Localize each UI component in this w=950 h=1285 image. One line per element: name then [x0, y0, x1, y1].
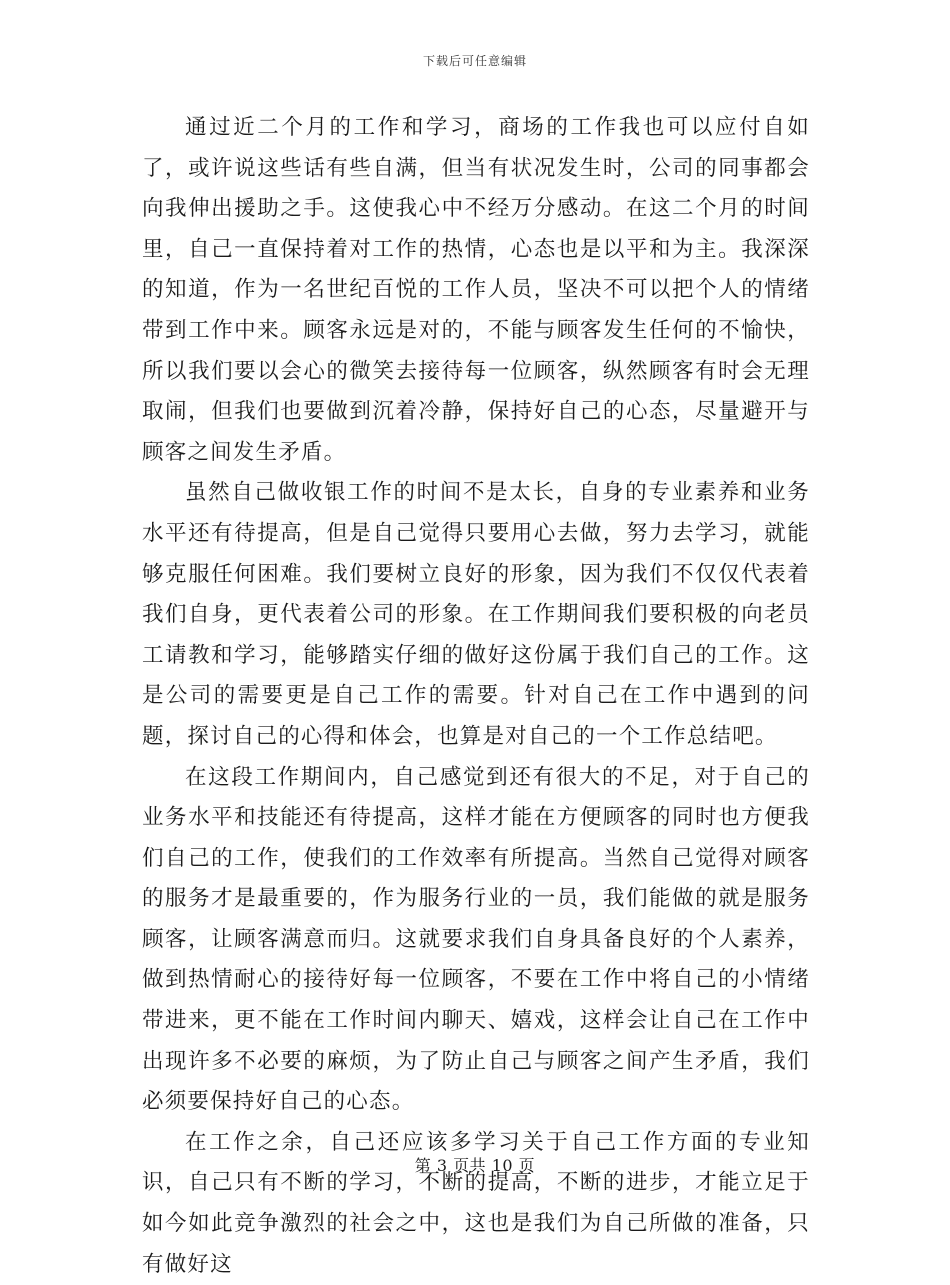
paragraph-3: 在这段工作期间内，自己感觉到还有很大的不足，对于自己的业务水平和技能还有待提高，这样才能在方便顾客的同时也方便我们自己的工作，使我们的工作效率有所提高。当然自己觉得对顾客的服务才是最重要的，作为服务行业的一员，我们能做的就是服务顾客，让顾客满意而归。这就要求我们自身具备良好的个人素养，做到热情耐心的接待好每一位顾客，不要在工作中将自己的小情绪带进来，更不能在工作时间内聊天、嬉戏，这样会让自己在工作中出现许多不必要的麻烦，为了防止自己与顾客之间产生矛盾，我们必须要保持好自己的心态。 — [142, 764, 810, 1115]
paragraph-1: 通过近二个月的工作和学习，商场的工作我也可以应付自如了，或许说这些话有些自满，但当有状况发生时，公司的同事都会向我伸出援助之手。这使我心中不经万分感动。在这二个月的时间里，自己一直保持着对工作的热情，心态也是以平和为主。我深深的知道，作为一名世纪百悦的工作人员，坚决不可以把个人的情绪带到工作中来。顾客永远是对的，不能与顾客发生任何的不愉快，所以我们要以会心的微笑去接待每一位顾客，纵然顾客有时会无理取闹，但我们也要做到沉着冷静，保持好自己的心态，尽量避开与顾客之间发生矛盾。 — [142, 115, 810, 465]
paragraph-2: 虽然自己做收银工作的时间不是太长，自身的专业素养和业务水平还有待提高，但是自己觉得只要用心去做，努力去学习，就能够克服任何困难。我们要树立良好的形象，因为我们不仅仅代表着我们自身，更代表着公司的形象。在工作期间我们要积极的向老员工请教和学习，能够踏实仔细的做好这份属于我们自己的工作。这是公司的需要更是自己工作的需要。针对自己在工作中遇到的问题，探讨自己的心得和体会，也算是对自己的一个工作总结吧。 — [142, 480, 810, 749]
page-header: 下载后可任意编辑 — [422, 54, 527, 68]
paragraph-4: 在工作之余，自己还应该多学习关于自己工作方面的专业知识，自己只有不断的学习，不断的提高，不断的进步，才能立足于如今如此竞争激烈的社会之中，这也是我们为自己所做的准备，只有做好这 — [142, 1129, 810, 1277]
document-body — [142, 108, 810, 1285]
page-footer: 第 3 页共 10 页 — [414, 1156, 536, 1175]
